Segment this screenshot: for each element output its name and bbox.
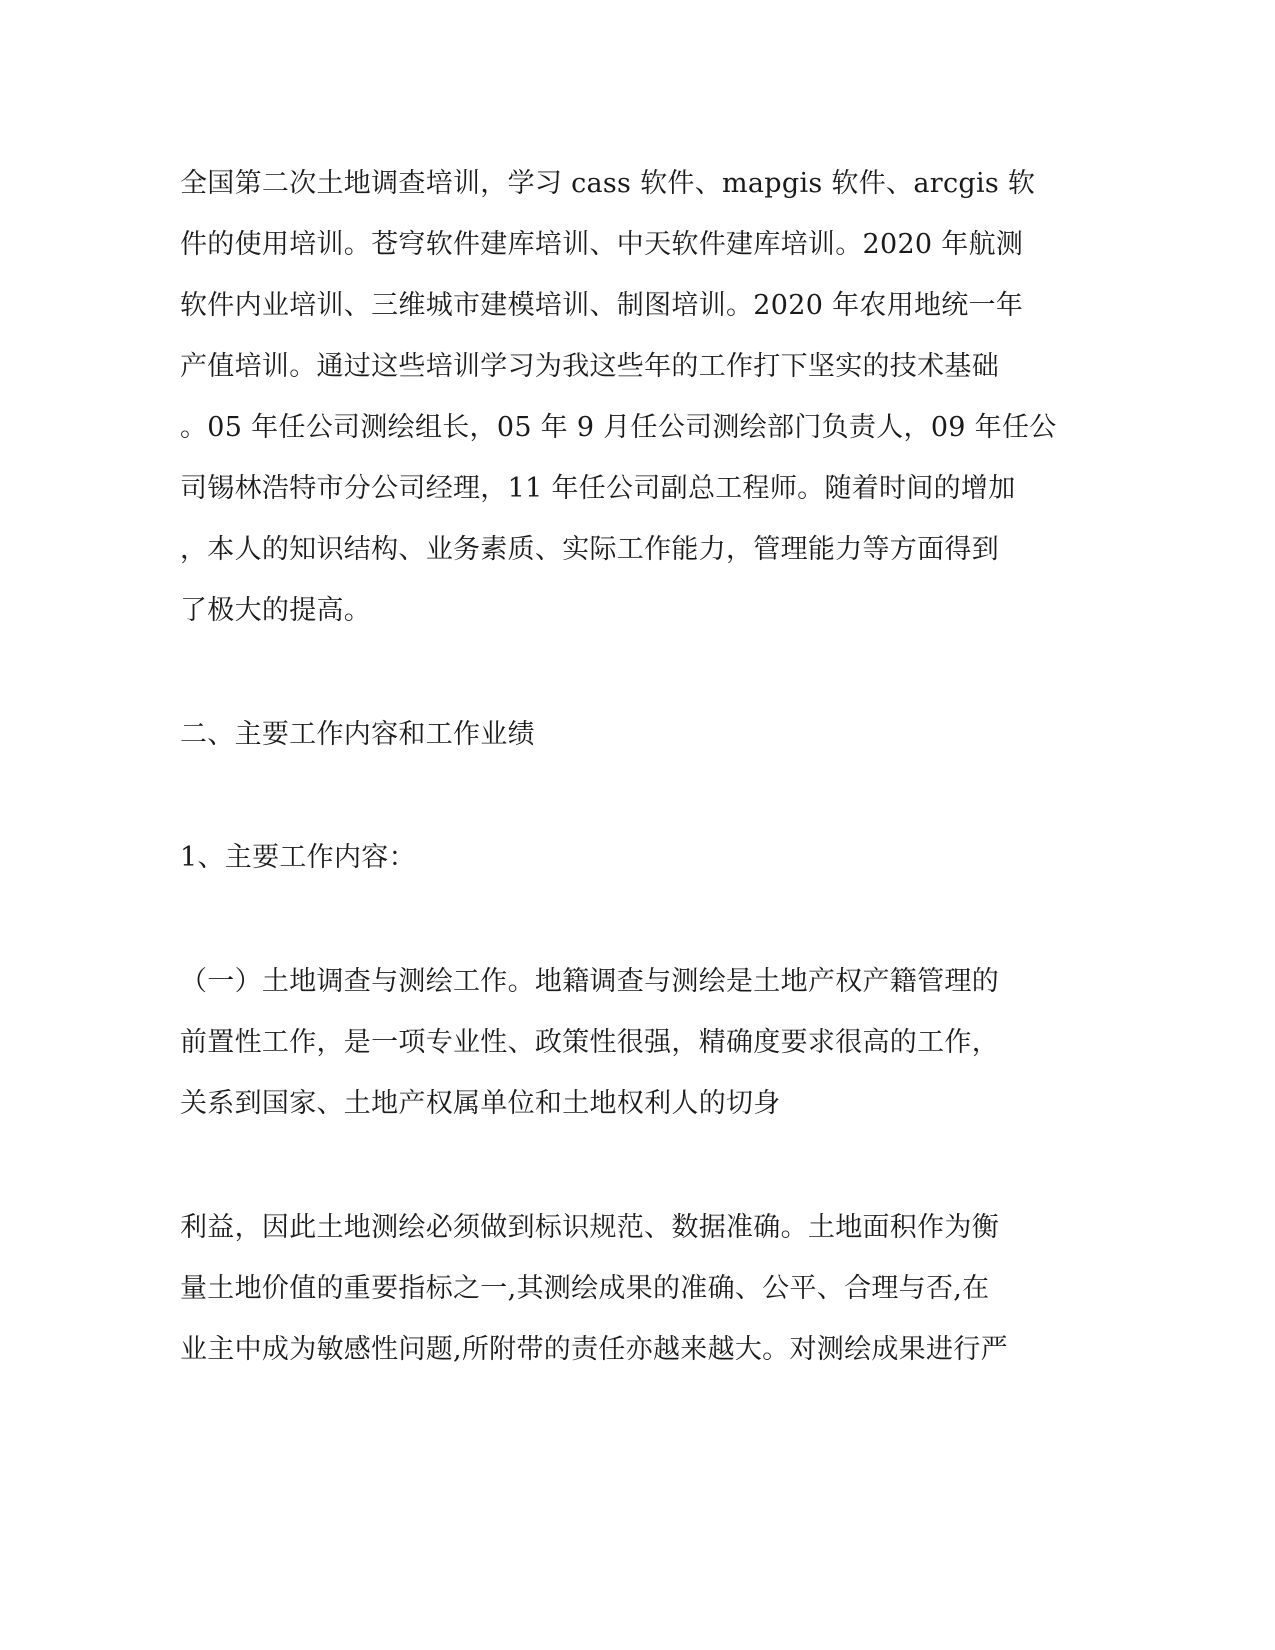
subsection-heading: 1、主要工作内容：	[180, 842, 416, 873]
paragraph-line: 利益，因此土地测绘必须做到标识规范、数据准确。土地面积作为衡	[180, 1212, 999, 1243]
paragraph-line: 。05 年任公司测绘组长，05 年 9 月任公司测绘部门负责人，09 年任公	[180, 412, 1057, 443]
paragraph-line: 软件内业培训、三维城市建模培训、制图培训。2020 年农用地统一年	[180, 290, 1024, 321]
paragraph-line: 关系到国家、土地产权属单位和土地权利人的切身	[180, 1088, 781, 1119]
paragraph-line: 全国第二次土地调查培训，学习 cass 软件、mapgis 软件、arcgis 软	[180, 168, 1036, 199]
paragraph-line: 业主中成为敏感性问题,所附带的责任亦越来越大。对测绘成果进行严	[180, 1334, 1008, 1365]
paragraph-line: 件的使用培训。苍穹软件建库培训、中天软件建库培训。2020 年航测	[180, 229, 1024, 260]
paragraph-line: ，本人的知识结构、业务素质、实际工作能力，管理能力等方面得到	[180, 534, 999, 565]
paragraph-line: 司锡林浩特市分公司经理，11 年任公司副总工程师。随着时间的增加	[180, 473, 1016, 504]
paragraph-line: （一）土地调查与测绘工作。地籍调查与测绘是土地产权产籍管理的	[180, 966, 999, 997]
paragraph-line: 量土地价值的重要指标之一,其测绘成果的准确、公平、合理与否,在	[180, 1273, 990, 1304]
section-heading: 二、主要工作内容和工作业绩	[180, 719, 535, 750]
paragraph-line: 前置性工作，是一项专业性、政策性很强，精确度要求很高的工作，	[180, 1027, 999, 1058]
paragraph-line: 了极大的提高。	[180, 595, 372, 626]
paragraph-line: 产值培训。通过这些培训学习为我这些年的工作打下坚实的技术基础	[180, 351, 999, 382]
